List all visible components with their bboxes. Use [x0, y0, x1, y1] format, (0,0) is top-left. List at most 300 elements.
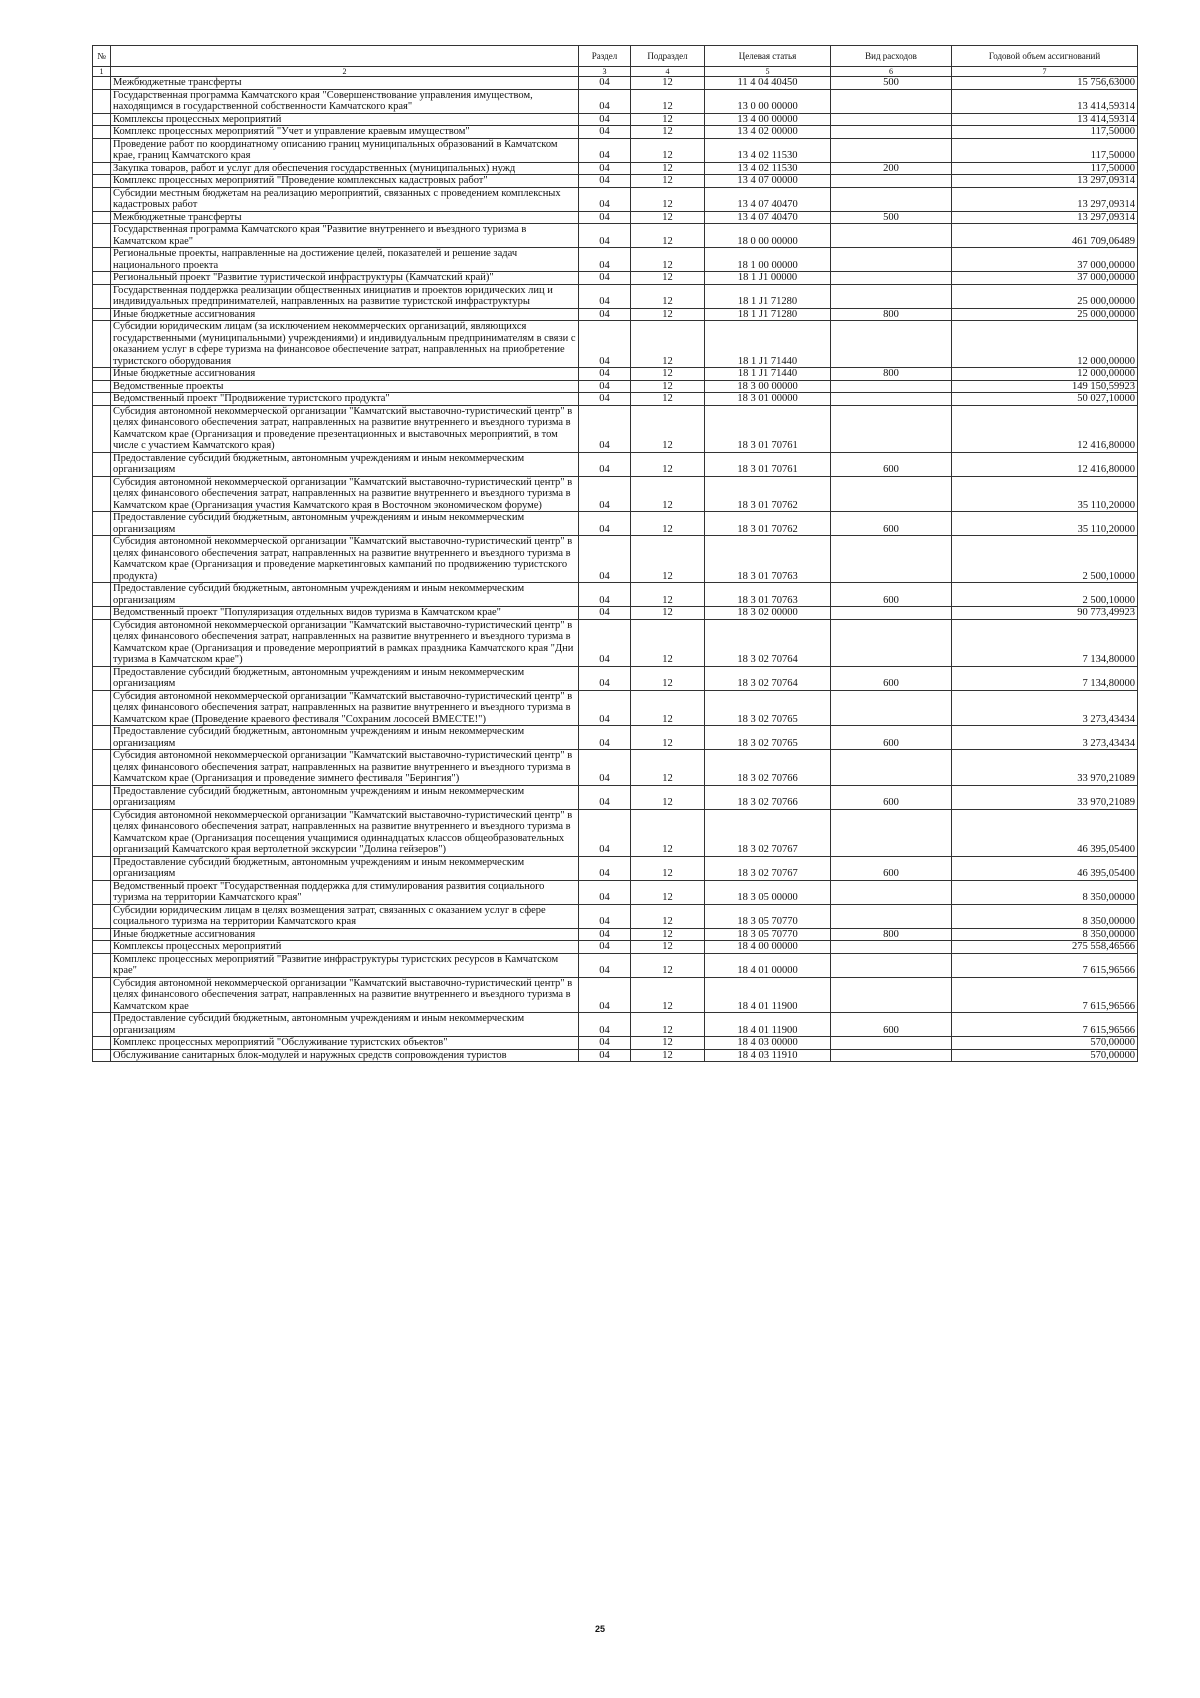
row-target-cell: 13 4 07 40470 [705, 187, 831, 211]
row-podrazdel-cell: 12 [631, 405, 705, 452]
row-name-cell: Предоставление субсидий бюджетным, автономным учреждениям и иным некоммерческим организациям [111, 785, 579, 809]
table-row [93, 187, 1138, 211]
row-vid-cell [831, 750, 952, 786]
row-razdel-cell: 04 [579, 953, 631, 977]
table-row [93, 607, 1138, 620]
row-target-cell: 18 0 00 00000 [705, 224, 831, 248]
row-name-cell: Субсидия автономной некоммерческой организации "Камчатский выставочно-туристический центр" в целях финансового обеспечения затрат, направленных на развитие внутреннего и въездного туризма в Камчатском крае (Проведение краевого фестиваля "Сохраним лососей ВМЕСТЕ!") [111, 690, 579, 726]
table-row [93, 809, 1138, 856]
row-target-cell: 18 3 02 00000 [705, 607, 831, 620]
table-row [93, 284, 1138, 308]
row-podrazdel-cell: 12 [631, 856, 705, 880]
row-index-cell [93, 452, 111, 476]
table-row [93, 405, 1138, 452]
row-vid-cell [831, 138, 952, 162]
row-amount-cell: 35 110,20000 [952, 476, 1138, 512]
table-row [93, 880, 1138, 904]
row-amount-cell: 13 414,59314 [952, 113, 1138, 126]
row-razdel-cell: 04 [579, 619, 631, 666]
row-razdel-cell: 04 [579, 138, 631, 162]
row-target-cell: 18 1 00 00000 [705, 248, 831, 272]
row-amount-cell: 37 000,00000 [952, 248, 1138, 272]
row-amount-cell: 15 756,63000 [952, 77, 1138, 90]
table-row [93, 368, 1138, 381]
row-amount-cell: 275 558,46566 [952, 941, 1138, 954]
row-index-cell [93, 512, 111, 536]
row-name-cell: Комплекс процессных мероприятий "Учет и управление краевым имуществом" [111, 126, 579, 139]
row-target-cell: 18 1 J1 71280 [705, 284, 831, 308]
row-amount-cell: 13 297,09314 [952, 187, 1138, 211]
row-index-cell [93, 308, 111, 321]
row-razdel-cell: 04 [579, 1049, 631, 1062]
row-name-cell: Обслуживание санитарных блок-модулей и наружных средств сопровождения туристов [111, 1049, 579, 1062]
row-amount-cell: 13 414,59314 [952, 89, 1138, 113]
row-vid-cell: 600 [831, 785, 952, 809]
row-name-cell: Государственная поддержка реализации общественных инициатив и проектов юридических лиц и индивидуальных предпринимателей, направленных на развитие туристской инфраструктуры [111, 284, 579, 308]
row-name-cell: Комплекс процессных мероприятий "Обслуживание туристских объектов" [111, 1037, 579, 1050]
row-index-cell [93, 809, 111, 856]
row-name-cell: Предоставление субсидий бюджетным, автономным учреждениям и иным некоммерческим организациям [111, 452, 579, 476]
row-amount-cell: 33 970,21089 [952, 750, 1138, 786]
row-vid-cell: 800 [831, 308, 952, 321]
row-index-cell [93, 977, 111, 1013]
row-target-cell: 13 4 02 11530 [705, 138, 831, 162]
row-razdel-cell: 04 [579, 113, 631, 126]
table-row [93, 904, 1138, 928]
table-row [93, 512, 1138, 536]
row-amount-cell: 2 500,10000 [952, 536, 1138, 583]
row-vid-cell [831, 880, 952, 904]
row-razdel-cell: 04 [579, 284, 631, 308]
row-target-cell: 18 3 02 70765 [705, 726, 831, 750]
table-row [93, 77, 1138, 90]
row-razdel-cell: 04 [579, 175, 631, 188]
row-amount-cell: 25 000,00000 [952, 284, 1138, 308]
table-row [93, 1049, 1138, 1062]
row-target-cell: 13 4 00 00000 [705, 113, 831, 126]
row-amount-cell: 117,50000 [952, 126, 1138, 139]
row-index-cell [93, 368, 111, 381]
row-name-cell: Государственная программа Камчатского края "Развитие внутреннего и въездного туризма в Камчатском крае" [111, 224, 579, 248]
header-no: № [93, 46, 111, 67]
page-number: 25 [594, 1624, 605, 1634]
row-amount-cell: 7 615,96566 [952, 1013, 1138, 1037]
table-body [93, 77, 1138, 1062]
row-amount-cell: 46 395,05400 [952, 809, 1138, 856]
row-podrazdel-cell: 12 [631, 308, 705, 321]
row-index-cell [93, 953, 111, 977]
row-vid-cell [831, 248, 952, 272]
row-target-cell: 18 3 02 70764 [705, 666, 831, 690]
row-razdel-cell: 04 [579, 583, 631, 607]
row-podrazdel-cell: 12 [631, 368, 705, 381]
table-row [93, 690, 1138, 726]
row-name-cell: Ведомственный проект "Продвижение туристского продукта" [111, 393, 579, 406]
row-index-cell [93, 284, 111, 308]
row-index-cell [93, 1013, 111, 1037]
row-name-cell: Предоставление субсидий бюджетным, автономным учреждениям и иным некоммерческим организациям [111, 856, 579, 880]
row-amount-cell: 149 150,59923 [952, 380, 1138, 393]
header-podrazdel: Подраздел [631, 46, 705, 67]
row-amount-cell: 8 350,00000 [952, 880, 1138, 904]
row-amount-cell: 13 297,09314 [952, 211, 1138, 224]
row-target-cell: 18 4 00 00000 [705, 941, 831, 954]
header-razdel: Раздел [579, 46, 631, 67]
row-name-cell: Региональный проект "Развитие туристической инфраструктуры (Камчатский край)" [111, 272, 579, 285]
row-podrazdel-cell: 12 [631, 785, 705, 809]
row-podrazdel-cell: 12 [631, 126, 705, 139]
row-index-cell [93, 880, 111, 904]
table-row [93, 536, 1138, 583]
column-number: 3 [579, 67, 631, 77]
row-name-cell: Предоставление субсидий бюджетным, автономным учреждениям и иным некоммерческим организациям [111, 1013, 579, 1037]
row-index-cell [93, 126, 111, 139]
row-name-cell: Комплекс процессных мероприятий "Проведение комплексных кадастровых работ" [111, 175, 579, 188]
table-row [93, 619, 1138, 666]
table-row [93, 476, 1138, 512]
row-index-cell [93, 1037, 111, 1050]
row-amount-cell: 461 709,06489 [952, 224, 1138, 248]
row-vid-cell [831, 904, 952, 928]
row-name-cell: Региональные проекты, направленные на достижение целей, показателей и решение задач национального проекта [111, 248, 579, 272]
row-vid-cell [831, 321, 952, 368]
row-razdel-cell: 04 [579, 380, 631, 393]
row-razdel-cell: 04 [579, 393, 631, 406]
table-row [93, 1037, 1138, 1050]
row-name-cell: Государственная программа Камчатского края "Совершенствование управления имуществом, находящимся в государственной собственности Камчатского края" [111, 89, 579, 113]
row-vid-cell: 600 [831, 583, 952, 607]
row-podrazdel-cell: 12 [631, 1013, 705, 1037]
row-vid-cell [831, 224, 952, 248]
row-vid-cell [831, 619, 952, 666]
row-amount-cell: 7 615,96566 [952, 953, 1138, 977]
row-razdel-cell: 04 [579, 1013, 631, 1037]
row-podrazdel-cell: 12 [631, 211, 705, 224]
row-podrazdel-cell: 12 [631, 248, 705, 272]
row-razdel-cell: 04 [579, 224, 631, 248]
row-podrazdel-cell: 12 [631, 953, 705, 977]
column-number: 5 [705, 67, 831, 77]
row-target-cell: 11 4 04 40450 [705, 77, 831, 90]
row-amount-cell: 12 416,80000 [952, 452, 1138, 476]
row-target-cell: 18 3 05 70770 [705, 928, 831, 941]
row-amount-cell: 570,00000 [952, 1037, 1138, 1050]
row-razdel-cell: 04 [579, 476, 631, 512]
row-name-cell: Комплекс процессных мероприятий "Развитие инфраструктуры туристских ресурсов в Камчатском крае" [111, 953, 579, 977]
row-vid-cell: 600 [831, 512, 952, 536]
row-razdel-cell: 04 [579, 726, 631, 750]
row-razdel-cell: 04 [579, 321, 631, 368]
row-index-cell [93, 380, 111, 393]
row-vid-cell [831, 187, 952, 211]
row-name-cell: Субсидия автономной некоммерческой организации "Камчатский выставочно-туристический центр" в целях финансового обеспечения затрат, направленных на развитие внутреннего и въездного туризма в Камчатском крае (Организация и проведение презентационных и выставочных мероприятий, в том числе с участием Камчатского края) [111, 405, 579, 452]
row-podrazdel-cell: 12 [631, 284, 705, 308]
row-podrazdel-cell: 12 [631, 607, 705, 620]
row-razdel-cell: 04 [579, 1037, 631, 1050]
row-target-cell: 18 4 01 11900 [705, 977, 831, 1013]
row-vid-cell: 200 [831, 162, 952, 175]
row-vid-cell [831, 126, 952, 139]
row-target-cell: 18 4 01 00000 [705, 953, 831, 977]
row-index-cell [93, 405, 111, 452]
row-amount-cell: 117,50000 [952, 162, 1138, 175]
row-vid-cell [831, 536, 952, 583]
row-name-cell: Проведение работ по координатному описанию границ муниципальных образований в Камчатском крае, границ Камчатского края [111, 138, 579, 162]
table-row [93, 321, 1138, 368]
row-target-cell: 18 3 05 00000 [705, 880, 831, 904]
row-index-cell [93, 272, 111, 285]
row-podrazdel-cell: 12 [631, 162, 705, 175]
row-index-cell [93, 1049, 111, 1062]
row-index-cell [93, 928, 111, 941]
row-razdel-cell: 04 [579, 785, 631, 809]
row-razdel-cell: 04 [579, 308, 631, 321]
row-amount-cell: 25 000,00000 [952, 308, 1138, 321]
row-podrazdel-cell: 12 [631, 928, 705, 941]
row-name-cell: Закупка товаров, работ и услуг для обеспечения государственных (муниципальных) нужд [111, 162, 579, 175]
row-name-cell: Субсидии местным бюджетам на реализацию мероприятий, связанных с проведением комплексных кадастровых работ [111, 187, 579, 211]
row-target-cell: 13 0 00 00000 [705, 89, 831, 113]
row-podrazdel-cell: 12 [631, 536, 705, 583]
row-target-cell: 18 3 02 70766 [705, 785, 831, 809]
row-vid-cell: 500 [831, 77, 952, 90]
row-podrazdel-cell: 12 [631, 380, 705, 393]
table-row [93, 977, 1138, 1013]
row-index-cell [93, 224, 111, 248]
row-target-cell: 18 3 02 70764 [705, 619, 831, 666]
row-podrazdel-cell: 12 [631, 175, 705, 188]
row-amount-cell: 13 297,09314 [952, 175, 1138, 188]
row-podrazdel-cell: 12 [631, 809, 705, 856]
row-razdel-cell: 04 [579, 856, 631, 880]
row-razdel-cell: 04 [579, 187, 631, 211]
row-amount-cell: 7 134,80000 [952, 666, 1138, 690]
row-target-cell: 18 1 J1 00000 [705, 272, 831, 285]
row-razdel-cell: 04 [579, 536, 631, 583]
row-vid-cell: 600 [831, 666, 952, 690]
row-vid-cell: 800 [831, 928, 952, 941]
row-podrazdel-cell: 12 [631, 1049, 705, 1062]
row-target-cell: 18 1 J1 71440 [705, 368, 831, 381]
budget-table [92, 45, 1138, 1062]
row-name-cell: Субсидия автономной некоммерческой организации "Камчатский выставочно-туристический центр" в целях финансового обеспечения затрат, направленных на развитие внутреннего и въездного туризма в Камчатском крае (Организация участия Камчатского края в Восточном экономическом форуме) [111, 476, 579, 512]
row-podrazdel-cell: 12 [631, 393, 705, 406]
row-index-cell [93, 619, 111, 666]
row-index-cell [93, 321, 111, 368]
row-razdel-cell: 04 [579, 211, 631, 224]
row-vid-cell: 600 [831, 726, 952, 750]
row-target-cell: 18 3 01 70762 [705, 476, 831, 512]
column-number: 1 [93, 67, 111, 77]
row-vid-cell [831, 405, 952, 452]
row-index-cell [93, 750, 111, 786]
table-row [93, 583, 1138, 607]
table-row [93, 89, 1138, 113]
row-amount-cell: 33 970,21089 [952, 785, 1138, 809]
row-name-cell: Предоставление субсидий бюджетным, автономным учреждениям и иным некоммерческим организациям [111, 726, 579, 750]
row-amount-cell: 90 773,49923 [952, 607, 1138, 620]
row-index-cell [93, 690, 111, 726]
row-podrazdel-cell: 12 [631, 1037, 705, 1050]
row-razdel-cell: 04 [579, 607, 631, 620]
document-page [92, 45, 1137, 1062]
table-row [93, 175, 1138, 188]
row-target-cell: 13 4 02 11530 [705, 162, 831, 175]
row-name-cell: Субсидия автономной некоммерческой организации "Камчатский выставочно-туристический центр" в целях финансового обеспечения затрат, направленных на развитие внутреннего и въездного туризма в Камчатском крае [111, 977, 579, 1013]
table-row [93, 272, 1138, 285]
table-row [93, 162, 1138, 175]
row-target-cell: 18 3 02 70765 [705, 690, 831, 726]
row-target-cell: 13 4 07 00000 [705, 175, 831, 188]
row-target-cell: 13 4 02 00000 [705, 126, 831, 139]
column-number: 7 [952, 67, 1138, 77]
row-target-cell: 18 3 01 00000 [705, 393, 831, 406]
row-vid-cell: 800 [831, 368, 952, 381]
row-podrazdel-cell: 12 [631, 619, 705, 666]
column-numbers-row [93, 67, 1138, 77]
row-amount-cell: 12 000,00000 [952, 321, 1138, 368]
row-target-cell: 18 3 01 70761 [705, 405, 831, 452]
row-amount-cell: 8 350,00000 [952, 904, 1138, 928]
row-index-cell [93, 113, 111, 126]
table-row [93, 1013, 1138, 1037]
row-name-cell: Ведомственный проект "Государственная поддержка для стимулирования развития социального туризма на территории Камчатского края" [111, 880, 579, 904]
row-vid-cell: 600 [831, 452, 952, 476]
table-row [93, 248, 1138, 272]
row-target-cell: 18 3 01 70763 [705, 583, 831, 607]
table-row [93, 138, 1138, 162]
row-vid-cell [831, 89, 952, 113]
row-target-cell: 18 3 02 70766 [705, 750, 831, 786]
table-row [93, 928, 1138, 941]
row-razdel-cell: 04 [579, 248, 631, 272]
row-vid-cell [831, 953, 952, 977]
table-row [93, 393, 1138, 406]
row-razdel-cell: 04 [579, 941, 631, 954]
row-vid-cell [831, 113, 952, 126]
row-vid-cell [831, 476, 952, 512]
row-name-cell: Ведомственные проекты [111, 380, 579, 393]
row-razdel-cell: 04 [579, 690, 631, 726]
table-row [93, 953, 1138, 977]
row-podrazdel-cell: 12 [631, 941, 705, 954]
row-razdel-cell: 04 [579, 666, 631, 690]
row-razdel-cell: 04 [579, 977, 631, 1013]
row-target-cell: 18 4 03 00000 [705, 1037, 831, 1050]
row-vid-cell [831, 977, 952, 1013]
row-podrazdel-cell: 12 [631, 750, 705, 786]
row-razdel-cell: 04 [579, 405, 631, 452]
row-name-cell: Предоставление субсидий бюджетным, автономным учреждениям и иным некоммерческим организациям [111, 666, 579, 690]
table-row [93, 941, 1138, 954]
row-index-cell [93, 856, 111, 880]
row-index-cell [93, 583, 111, 607]
row-vid-cell [831, 284, 952, 308]
row-index-cell [93, 607, 111, 620]
row-name-cell: Субсидии юридическим лицам в целях возмещения затрат, связанных с оказанием услуг в сфере социального туризма на территории Камчатского края [111, 904, 579, 928]
row-index-cell [93, 941, 111, 954]
table-row [93, 452, 1138, 476]
row-name-cell: Иные бюджетные ассигнования [111, 308, 579, 321]
row-name-cell: Субсидии юридическим лицам (за исключением некоммерческих организаций, являющихся государственными (муниципальными) учреждениями) и индивидуальным предпринимателям в связи с оказанием услуг в сфере туризма на финансовое обеспечение затрат, направленных на приобретение туристского оборудования [111, 321, 579, 368]
row-razdel-cell: 04 [579, 272, 631, 285]
row-amount-cell: 3 273,43434 [952, 726, 1138, 750]
row-target-cell: 18 1 J1 71280 [705, 308, 831, 321]
row-podrazdel-cell: 12 [631, 690, 705, 726]
row-vid-cell [831, 393, 952, 406]
row-vid-cell [831, 690, 952, 726]
row-target-cell: 18 3 02 70767 [705, 856, 831, 880]
row-amount-cell: 7 615,96566 [952, 977, 1138, 1013]
row-name-cell: Субсидия автономной некоммерческой организации "Камчатский выставочно-туристический центр" в целях финансового обеспечения затрат, направленных на развитие внутреннего и въездного туризма в Камчатском крае (Организация и проведение маркетинговых кампаний по продвижению туристского продукта) [111, 536, 579, 583]
row-index-cell [93, 726, 111, 750]
row-vid-cell [831, 1037, 952, 1050]
row-index-cell [93, 211, 111, 224]
row-podrazdel-cell: 12 [631, 77, 705, 90]
row-vid-cell [831, 941, 952, 954]
header-target: Целевая статья [705, 46, 831, 67]
row-amount-cell: 8 350,00000 [952, 928, 1138, 941]
row-name-cell: Межбюджетные трансферты [111, 77, 579, 90]
row-podrazdel-cell: 12 [631, 880, 705, 904]
row-amount-cell: 570,00000 [952, 1049, 1138, 1062]
row-target-cell: 18 1 J1 71440 [705, 321, 831, 368]
row-podrazdel-cell: 12 [631, 138, 705, 162]
row-razdel-cell: 04 [579, 512, 631, 536]
row-index-cell [93, 77, 111, 90]
row-name-cell: Субсидия автономной некоммерческой организации "Камчатский выставочно-туристический центр" в целях финансового обеспечения затрат, направленных на развитие внутреннего и въездного туризма в Камчатском крае (Организация посещения учащимися одиннадцатых классов общеобразовательных организаций Камчатского края вертолетной экскурсии "Долина гейзеров") [111, 809, 579, 856]
table-row [93, 308, 1138, 321]
row-amount-cell: 3 273,43434 [952, 690, 1138, 726]
row-amount-cell: 37 000,00000 [952, 272, 1138, 285]
row-vid-cell [831, 175, 952, 188]
row-amount-cell: 2 500,10000 [952, 583, 1138, 607]
row-razdel-cell: 04 [579, 89, 631, 113]
row-index-cell [93, 904, 111, 928]
row-target-cell: 13 4 07 40470 [705, 211, 831, 224]
row-amount-cell: 117,50000 [952, 138, 1138, 162]
row-target-cell: 18 4 03 11910 [705, 1049, 831, 1062]
row-name-cell: Межбюджетные трансферты [111, 211, 579, 224]
row-razdel-cell: 04 [579, 162, 631, 175]
row-index-cell [93, 536, 111, 583]
row-razdel-cell: 04 [579, 452, 631, 476]
row-name-cell: Комплексы процессных мероприятий [111, 941, 579, 954]
row-podrazdel-cell: 12 [631, 452, 705, 476]
table-row [93, 211, 1138, 224]
column-number: 6 [831, 67, 952, 77]
table-header [93, 46, 1138, 77]
row-target-cell: 18 4 01 11900 [705, 1013, 831, 1037]
row-podrazdel-cell: 12 [631, 113, 705, 126]
column-number: 4 [631, 67, 705, 77]
row-podrazdel-cell: 12 [631, 89, 705, 113]
row-razdel-cell: 04 [579, 904, 631, 928]
row-vid-cell: 600 [831, 1013, 952, 1037]
row-vid-cell [831, 272, 952, 285]
row-amount-cell: 12 000,00000 [952, 368, 1138, 381]
row-amount-cell: 7 134,80000 [952, 619, 1138, 666]
row-name-cell: Субсидия автономной некоммерческой организации "Камчатский выставочно-туристический центр" в целях финансового обеспечения затрат, направленных на развитие внутреннего и въездного туризма в Камчатском крае (Организация и проведение зимнего фестиваля "Берингия") [111, 750, 579, 786]
row-name-cell: Ведомственный проект "Популяризация отдельных видов туризма в Камчатском крае" [111, 607, 579, 620]
table-row [93, 750, 1138, 786]
row-index-cell [93, 476, 111, 512]
row-name-cell: Предоставление субсидий бюджетным, автономным учреждениям и иным некоммерческим организациям [111, 512, 579, 536]
row-index-cell [93, 785, 111, 809]
row-podrazdel-cell: 12 [631, 187, 705, 211]
row-vid-cell: 500 [831, 211, 952, 224]
row-podrazdel-cell: 12 [631, 904, 705, 928]
